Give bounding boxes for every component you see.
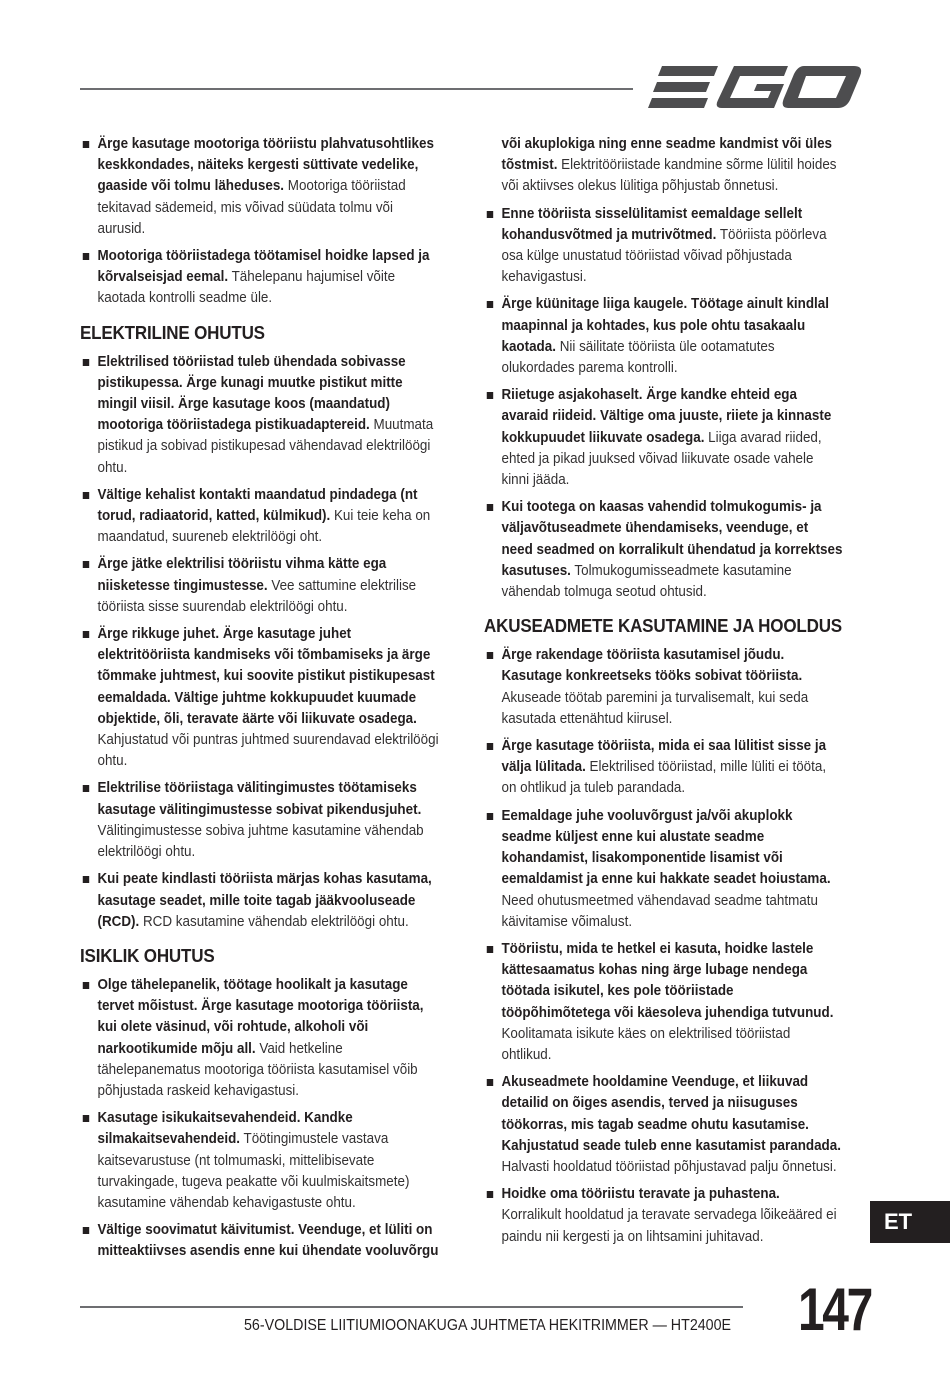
bullet: [83, 359, 89, 366]
item-text: RCD kasutamine vähendab elektrilöögi ohtu.: [139, 913, 409, 930]
list-item: [80, 134, 439, 240]
list-item: [484, 1072, 843, 1178]
bullet: [83, 253, 89, 260]
list-item: [80, 485, 439, 549]
item-bold-text: Vältige soovimatut käivitumist. Veenduge, et lüliti on mitteaktiivses asendis enne kui ühendate vooluvõrgu: [97, 1222, 439, 1260]
item-bold-text: Ärge kasutage tööriista, mida ei saa lülitist sisse ja välja lülitada.: [501, 738, 827, 776]
item-text: Nii säilitate tööriista üle ootamatutes olukordades parema kontrolli.: [501, 338, 775, 377]
list-item: [484, 939, 843, 1066]
bullet: [83, 631, 89, 638]
bullet: [487, 1191, 493, 1198]
list-item-continuation: [484, 134, 843, 198]
item-bold-text: Enne tööriista sisselülitamist eemaldage sellelt kohandusvõtmed ja mutrivõtmed.: [501, 205, 803, 243]
bullet: [487, 813, 493, 820]
item-bold-text: Ärge jätke elektrilisi tööriistu vihma kätte ega niisketesse tingimustesse.: [97, 556, 387, 594]
left-column: [80, 134, 439, 1269]
list-item: [484, 204, 843, 289]
list-item: [484, 497, 843, 603]
bullet: [83, 1227, 89, 1234]
list-item: [80, 246, 439, 310]
bullet: [487, 211, 493, 218]
item-bold-text: Olge tähelepanelik, töötage hoolikalt ja kasutage tervet mõistust. Ärge kasutage mootoriga tööriista, kui olete väsinud, või rohtude, alkoholi või narkootikumide mõju all.: [97, 976, 424, 1057]
bullet: [83, 876, 89, 883]
list-item: [80, 352, 439, 479]
list-item: [80, 554, 439, 618]
item-text: Korralikult hooldatud ja teravate servadega lõikeääred ei paindu nii kergesti ja on lihtsamini juhitavad.: [501, 1207, 837, 1245]
item-bold-text: Kui peate kindlasti tööriista märjas kohas kasutama, kasutage seadet, mille toite tagab jääkvooluseade (RCD).: [97, 871, 432, 930]
item-text: Muutmata pistikud ja sobivad pistikupesad vähendavad elektrilöögi ohtu.: [97, 417, 434, 476]
item-bold-text: Vältige kehalist kontakti maandatud pindadega (nt torud, radiaatorid, katted, külmikud).: [97, 486, 418, 525]
bullet: [487, 301, 493, 308]
footer-rule: [80, 1306, 743, 1308]
right-column: [484, 134, 843, 1254]
page-number: 147: [798, 1276, 871, 1343]
ego-logo: [648, 60, 862, 116]
item-bold-text: Akuseadmete hooldamine Veenduge, et liikuvad detailid on õiges asendis, terved ja niisuguses töökorras, mis tagab seadme ohutu kasutamise. Kahjustatud seade tuleb enne kasutamist parandada.: [501, 1074, 841, 1154]
list-item: [80, 975, 439, 1102]
bullet: [487, 1079, 493, 1086]
bullet: [487, 392, 493, 399]
item-text: Elektrilised tööriistad, mille lüliti ei tööta, on ohtlikud ja tuleb parandada.: [501, 759, 827, 797]
item-bold-text: Riietuge asjakohaselt. Ärge kandke ehteid ega avaraid riideid. Vältige oma juuste, riiete ja kinnaste kokkupuudet liikuvate osadega.: [501, 387, 832, 446]
item-text: Vaid hetkeline tähelepanematus mootoriga tööriista kasutamisel võib põhjustada raskeid kehavigastusi.: [97, 1040, 418, 1099]
bullet: [487, 946, 493, 953]
item-text: Akuseade töötab paremini ja turvalisemalt, kui seda kasutada ettenähtud kiirusel.: [501, 689, 809, 727]
item-bold-text: Tööriistu, mida te hetkel ei kasuta, hoidke lastele kättesaamatus kohas ning ärge lubage nendega töötada isikutel, kes pole tööriistade tööpõhimõtetega või käesoleva juhendiga tutvunud.: [501, 940, 834, 1021]
bullet: [83, 785, 89, 792]
item-text: Vee sattumine elektrilise tööriista sisse suurendab elektrilöögi ohtu.: [97, 577, 417, 615]
bullet: [83, 1115, 89, 1122]
item-bold-text: Hoidke oma tööriistu teravate ja puhastena.: [501, 1186, 780, 1203]
bullet: [83, 561, 89, 568]
item-bold-text: või akuplokiga ning enne seadme kandmist või üles tõstmist.: [501, 136, 833, 174]
item-bold-text: Kui tootega on kaasas vahendid tolmukogumis- ja väljavõtuseadmete ühendamiseks, veenduge, et need seadmed on korralikult ühendatud ja korrektses kasutuses.: [501, 499, 843, 579]
item-text: Kahjustatud või puntras juhtmed suurendavad elektrilöögi ohtu.: [97, 732, 439, 770]
list-item: [80, 869, 439, 933]
item-text: Töötingimustele vastava kaitsevarustuse (nt tolmumaski, mittelibisevate turvakingade, tugeva peakatte või kuulmiskaitsmete) kasutamine vähendab kehavigastuste ohtu.: [97, 1131, 410, 1211]
section-heading-personal-safety: ISIKLIK OHUTUS: [80, 944, 215, 966]
list-item: [484, 736, 843, 800]
item-text: Need ohutusmeetmed vähendavad seadme tahtmatu käivitamise võimalust.: [501, 892, 818, 930]
bullet: [83, 141, 89, 148]
item-bold-text: Mootoriga tööriistadega töötamisel hoidke lapsed ja kõrvalseisjad eemal.: [97, 248, 430, 286]
item-bold-text: Ärge rakendage tööriista kasutamisel jõudu. Kasutage konkreetseks tööks sobivat tööriista.: [501, 647, 803, 685]
item-bold-text: Elektrilised tööriistad tuleb ühendada sobivasse pistikupessa. Ärge kunagi muutke pistikut mitte mingil viisil. Ärge kasutage koos (maandatud) mootoriga tööriistadega pistikuadaptereid.: [97, 353, 406, 434]
bullet: [83, 492, 89, 499]
bullet: [487, 652, 493, 659]
item-text: Halvasti hooldatud tööriistad põhjustavad palju õnnetusi.: [501, 1158, 837, 1175]
list-item: [484, 806, 843, 933]
list-item: [80, 1108, 439, 1214]
list-item: [80, 1220, 439, 1262]
footer-title: 56-VOLDISE LIITIUMIOONAKUGA JUHTMETA HEKITRIMMER — HT2400E: [244, 1317, 732, 1334]
item-bold-text: Ärge küünitage liiga kaugele. Töötage ainult kindlal maapinnal ja kohtades, kus pole ohtu tasakaalu kaotada.: [501, 296, 829, 355]
list-item: [484, 1184, 843, 1248]
item-text: Tööriista pöörleva osa külge unustatud tööriistad võivad põhjustada kehavigastusi.: [501, 226, 827, 286]
bullet: [487, 504, 493, 511]
item-bold-text: Eemaldage juhe vooluvõrgust ja/või akuplokk seadme küljest enne kui alustate seadme kohandamist, lisakomponentide lisamist või eemaldamist ja enne kui hakkate seadet hoiustama.: [501, 807, 831, 888]
language-tab: ET: [870, 1201, 950, 1243]
item-text: Elektritööriistade kandmine sõrme lülitil hoides või aktiivses olekus lülitiga põhjustab õnnetusi.: [501, 157, 837, 195]
list-item: [484, 294, 843, 379]
item-text: Tähelepanu hajumisel võite kaotada kontrolli seadme üle.: [97, 269, 396, 307]
item-text: Kui teie keha on maandatud, suureneb elektrilöögi oht.: [97, 508, 431, 546]
item-bold-text: Kasutage isikukaitsevahendeid. Kandke silmakaitsevahendeid.: [97, 1110, 353, 1148]
list-item: [80, 778, 439, 863]
item-bold-text: Ärge kasutage mootoriga tööriistu plahvatusohtlikes keskkondades, näiteks kergesti süttivate vedelike, gaaside või tolmu läheduses.: [97, 136, 434, 195]
section-heading-electrical-safety: ELEKTRILINE OHUTUS: [80, 321, 265, 343]
list-item: [80, 624, 439, 772]
section-heading-battery-tool-use: AKUSEADMETE KASUTAMINE JA HOOLDUS: [484, 615, 842, 637]
item-text: Tolmukogumisseadmete kasutamine vähendab tolmuga seotud ohtusid.: [501, 562, 792, 601]
item-text: Mootoriga tööriistad tekitavad sädemeid, mis võivad süüdata tolmu või aurusid.: [97, 178, 406, 237]
item-bold-text: Elektrilise tööriistaga välitingimustes töötamiseks kasutage välitingimustesse sobivat pikendusjuhet.: [97, 780, 422, 818]
list-item: [484, 645, 843, 730]
header-rule: [80, 88, 633, 90]
item-text: Välitingimustesse sobiva juhtme kasutamine vähendab elektrilöögi ohtu.: [97, 822, 424, 861]
list-item: [484, 385, 843, 491]
bullet: [487, 743, 493, 750]
bullet: [83, 982, 89, 989]
item-text: Liiga avarad riided, ehted ja pikad juuksed võivad liikuvate osade vahele kinni jääda.: [501, 429, 822, 489]
item-text: Koolitamata isikute käes on elektrilised tööriistad ohtlikud.: [501, 1025, 791, 1063]
item-bold-text: Ärge rikkuge juhet. Ärge kasutage juhet elektritööriista kandmiseks või tõmbamiseks ja ärge tõmmake juhtmest, kui soovite pistikut pistikupesast eemaldada. Vältige juhtme kokkupuudet kuumade objektide, õli, teravate äärte või liikuvate osadega.: [97, 626, 435, 727]
